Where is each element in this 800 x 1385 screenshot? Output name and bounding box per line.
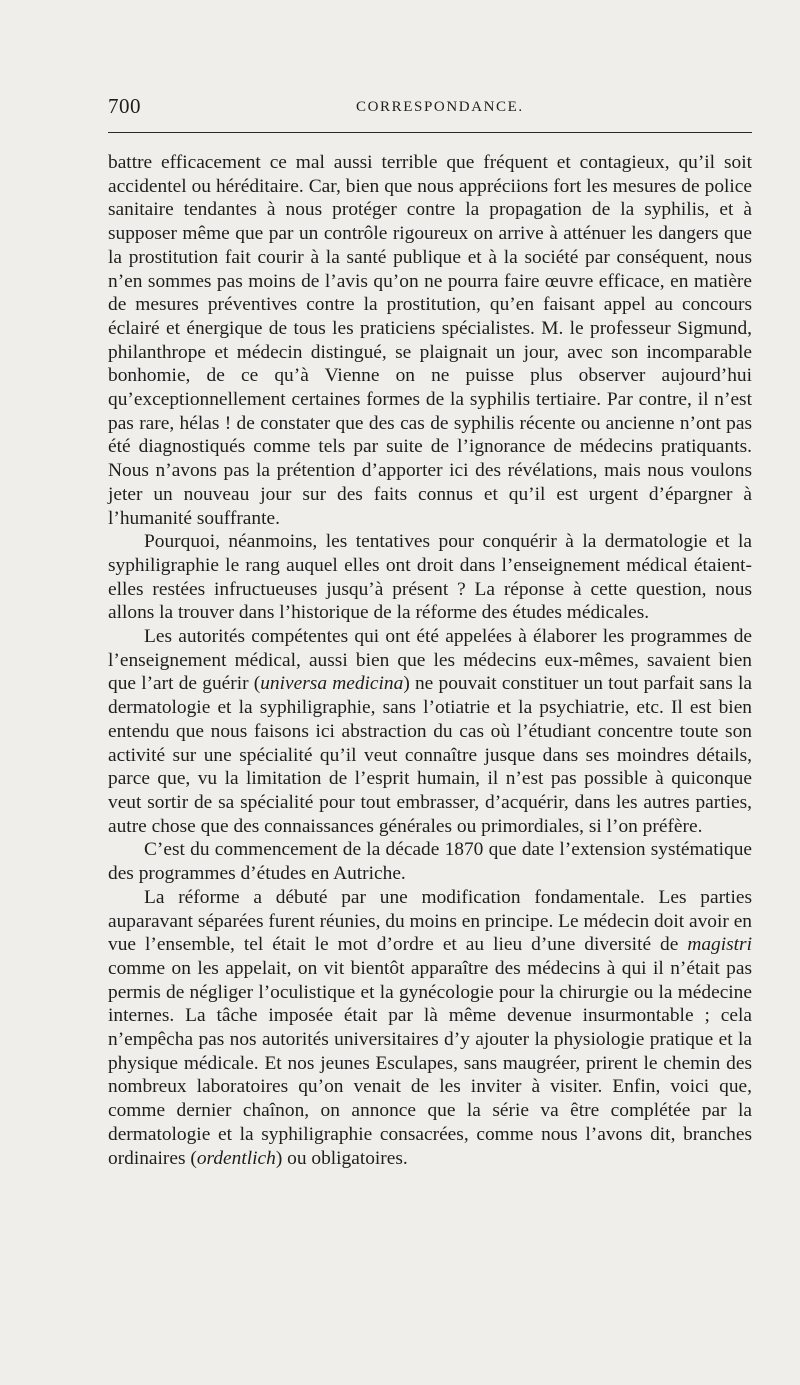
text-run: Pourquoi, néanmoins, les tentatives pour conquérir à la dermatologie et la syphiligraphie le rang auquel elles ont droit dans l’enseignement médical étaient-elles restées infructueuses jusqu’à présent ? La réponse à cette question, nous allons la trouver dans l’historique de la réforme des études médicales.	[108, 531, 752, 624]
body-text	[108, 151, 752, 1170]
italic-term: magistri	[687, 934, 752, 956]
paragraph	[108, 625, 752, 838]
italic-term: ordentlich	[196, 1147, 276, 1169]
text-run: Les autorités compétentes qui ont été appelées à élaborer les programmes de l’enseignement médical, aussi bien que les médecins eux-mêmes, savaient bien que l’art de guérir (	[108, 626, 752, 695]
paragraph	[108, 151, 752, 530]
paragraph	[108, 838, 752, 885]
text-run: ) ou obligatoires.	[275, 1147, 408, 1169]
paragraph	[108, 530, 752, 625]
text-run: comme on les appelait, on vit bientôt apparaître des médecins à qui il n’était pas permis de négliger l’oculistique et la gynécologie pour la chirurgie ou la médecine internes. La tâche imposée était par là même devenue insurmontable ; cela n’empêcha pas nos autorités universitaires d’y ajouter la physiologie pratique et la physique médicale. Et nos jeunes Esculapes, sans maugréer, prirent le chemin des nombreux laboratoires qu’on venait de les inviter à visiter. Enfin, voici que, comme dernier chaînon, on annonce que la série va être complétée par la dermatologie et la syphiligraphie consacrées, comme nous l’avons dit, branches ordinaires (	[108, 957, 752, 1169]
text-run: La réforme a débuté par une modification fondamentale. Les parties auparavant séparées furent réunies, du moins en principe. Le médecin doit avoir en vue l’ensemble, tel était le mot d’ordre et au lieu d’une diversité de	[108, 886, 752, 956]
running-head: CORRESPONDANCE.	[356, 99, 524, 115]
paragraph	[108, 886, 752, 1170]
text-run: ) ne pouvait constituer un tout parfait sans la dermatologie et la syphiligraphie, sans l’otiatrie et la psychiatrie, etc. Il est bien entendu que nous faisons ici abstraction du cas où l’étudiant concentre toute son activité sur une spécialité qu’il veut connaître jusque dans ses moindres détails, parce que, vu la limitation de l’esprit humain, il n’est pas possible à quiconque veut sortir de sa spécialité pour tout embrasser, d’acquérir, dans les autres parties, autre chose que des connaissances générales ou primordiales, si l’on préfère.	[108, 673, 752, 837]
page-header	[108, 94, 752, 124]
page-number: 700	[108, 94, 141, 118]
text-run: battre efficacement ce mal aussi terrible que fréquent et contagieux, qu’il soit accidentel ou héréditaire. Car, bien que nous appréciions fort les mesures de police sanitaire tendantes à nous protéger contre la propagation de la syphilis, et à supposer même que par un contrôle rigoureux on arrive à atténuer les dangers que la prostitution fait courir à la santé publique et à la société par conséquent, nous n’en sommes pas moins de l’avis qu’on ne pourra faire œuvre efficace, en matière de mesures préventives contre la prostitution, qu’en faisant appel au concours éclairé et énergique de tous les praticiens spécialistes. M. le professeur Sigmund, philanthrope et médecin distingué, se plaignait un jour, avec son incomparable bonhomie, de ce qu’à Vienne on ne puisse plus observer aujourd’hui qu’exceptionnellement certaines formes de la syphilis tertiaire. Par contre, il n’est pas rare, hélas ! de constater que des cas de syphilis récente ou ancienne n’ont pas été diagnostiqués comme tels par suite de l’ignorance de médecins pratiquants. Nous n’avons pas la prétention d’apporter ici des révélations, mais nous voulons jeter un nouveau jour sur des faits connus et qu’il est urgent d’épargner à l’humanité souffrante.	[108, 152, 752, 529]
header-rule	[108, 132, 752, 133]
italic-term: universa medicina	[260, 673, 404, 695]
text-run: C’est du commencement de la décade 1870 que date l’extension systématique des programmes d’études en Autriche.	[108, 839, 752, 885]
